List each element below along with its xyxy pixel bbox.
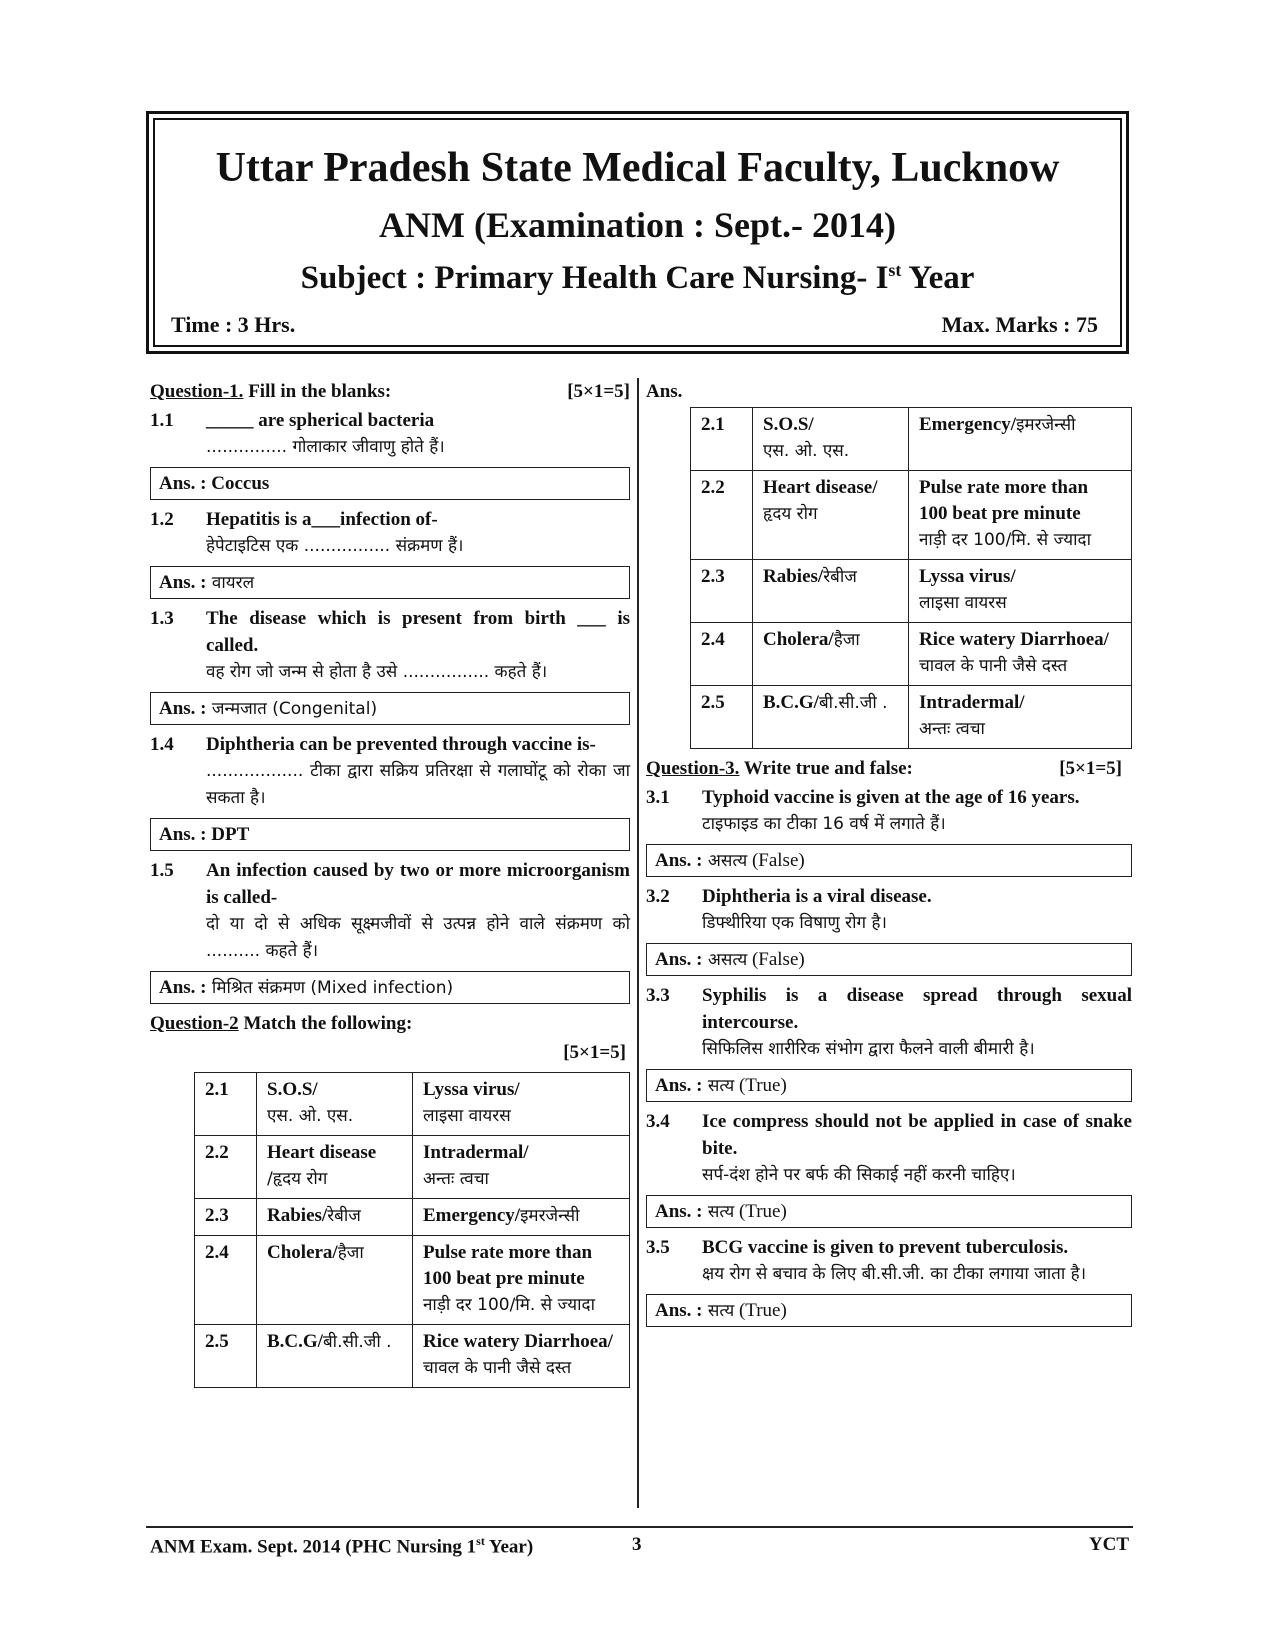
answer-text-en: (True) — [734, 1201, 787, 1222]
answer-label: Ans. : — [655, 850, 703, 871]
table-row — [195, 1136, 630, 1199]
footer-exam-title: ANM Exam. Sept. 2014 (PHC Nursing 1st Year) — [150, 1534, 534, 1558]
table-cell-left: S.O.S/ एस. ओ. एस. — [257, 1073, 413, 1136]
question-1-instruction: Fill in the blanks: — [243, 381, 392, 402]
publisher-label: YCT — [1088, 1534, 1129, 1555]
answer-label: Ans. : — [159, 572, 207, 593]
question-item — [150, 857, 630, 965]
item-number: 1.2 — [150, 509, 174, 530]
table-cell-number: 2.4 — [691, 623, 753, 686]
question-2-instruction: Match the following: — [238, 1013, 413, 1034]
question-2-marks: [5×1=5] — [563, 1042, 626, 1063]
item-text-hi: दो या दो से अधिक सूक्ष्मजीवों से उत्पन्न होने वाले संक्रमण को .......... कहते हैं। — [206, 914, 630, 961]
answer-text: Coccus — [206, 473, 270, 494]
answer-text-en: (True) — [734, 1300, 787, 1321]
item-text-hi: सर्प-दंश होने पर बर्फ की सिकाई नहीं करनी चाहिए। — [702, 1165, 1016, 1185]
header-inner-box — [153, 118, 1122, 347]
table-cell-right: Intradermal/ अन्तः त्वचा — [413, 1136, 630, 1199]
table-cell-right: Pulse rate more than 100 beat pre minute नाड़ी दर 100/मि. से ज्यादा — [909, 471, 1132, 560]
subject-sup: st — [888, 260, 902, 280]
item-number: 3.3 — [646, 985, 670, 1006]
answer-box — [150, 818, 630, 851]
question-item — [150, 407, 630, 461]
answer-text: जन्मजात (Congenital) — [206, 699, 378, 719]
answer-box — [646, 844, 1132, 877]
table-cell-right: Emergency/इमरजेन्सी — [413, 1199, 630, 1236]
item-text-en: BCG vaccine is given to prevent tuberculosis. — [702, 1237, 1069, 1258]
item-text-en: Diphtheria is a viral disease. — [702, 886, 932, 907]
item-number: 1.4 — [150, 734, 174, 755]
answer-label: Ans. : — [655, 1201, 703, 1222]
table-cell-left: Rabies/रेबीज — [753, 560, 909, 623]
question-3-marks: [5×1=5] — [1059, 758, 1122, 779]
item-text-hi: वह रोग जो जन्म से होता है उसे ................ कहते हैं। — [206, 662, 548, 682]
item-text-en: Diphtheria can be prevented through vaccine is- — [206, 734, 596, 755]
table-row — [691, 560, 1132, 623]
answer-text-en: (False) — [747, 850, 805, 871]
table-cell-left: S.O.S/ एस. ओ. एस. — [753, 408, 909, 471]
item-number: 3.4 — [646, 1111, 670, 1132]
item-text-en: Hepatitis is a___infection of- — [206, 509, 438, 530]
answer-text-hi: सत्य — [702, 1202, 735, 1222]
table-cell-number: 2.4 — [195, 1236, 257, 1325]
max-marks-label: Max. Marks : 75 — [941, 312, 1098, 337]
item-number: 3.2 — [646, 886, 670, 907]
answer-text-hi: असत्य — [702, 950, 748, 970]
answer-box — [646, 1069, 1132, 1102]
header-box — [146, 111, 1129, 354]
answer-text-hi: सत्य — [702, 1076, 735, 1096]
answer-box — [646, 1294, 1132, 1327]
answer-label: Ans. : — [159, 824, 207, 845]
question-item — [646, 883, 1132, 937]
table-cell-left: Heart disease /हृदय रोग — [257, 1136, 413, 1199]
item-text-hi: ............... गोलाकार जीवाणु होते हैं। — [206, 437, 445, 457]
answer-text: वायरल — [206, 573, 255, 593]
answer-box — [150, 566, 630, 599]
exam-title: ANM (Examination : Sept.- 2014) — [379, 205, 896, 245]
table-cell-left: Cholera/हैजा — [753, 623, 909, 686]
item-number: 1.3 — [150, 608, 174, 629]
answer-box — [150, 971, 630, 1004]
table-cell-right: Lyssa virus/ लाइसा वायरस — [413, 1073, 630, 1136]
question-1-marks: [5×1=5] — [567, 381, 630, 402]
table-cell-right: Emergency/इमरजेन्सी — [909, 408, 1132, 471]
item-text-hi: टाइफाइड का टीका 16 वर्ष में लगाते हैं। — [702, 814, 946, 834]
table-row — [691, 408, 1132, 471]
table-row — [195, 1073, 630, 1136]
table-row — [195, 1236, 630, 1325]
item-text-hi: सिफिलिस शारीरिक संभोग द्वारा फैलने वाली बीमारी है। — [702, 1039, 1035, 1059]
question-3-instruction: Write true and false: — [739, 758, 913, 779]
item-text-en: An infection caused by two or more microorganism is called- — [206, 860, 630, 908]
item-text-en: _____ are spherical bacteria — [206, 410, 435, 431]
answer-label: Ans. : — [655, 1075, 703, 1096]
table-cell-number: 2.2 — [691, 471, 753, 560]
subject-prefix: Subject : Primary Health Care Nursing- I — [300, 260, 889, 296]
answer-label: Ans. : — [655, 1300, 703, 1321]
answer-text-hi: असत्य — [702, 851, 748, 871]
table-row — [691, 686, 1132, 749]
institution-title: Uttar Pradesh State Medical Faculty, Lucknow — [215, 145, 1060, 191]
item-text-en: Syphilis is a disease spread through sexual intercourse. — [702, 985, 1132, 1033]
table-row — [195, 1325, 630, 1388]
match-answer-table — [690, 407, 1132, 749]
table-cell-right: Pulse rate more than 100 beat pre minute नाड़ी दर 100/मि. से ज्यादा — [413, 1236, 630, 1325]
answer-label: Ans. : — [159, 977, 207, 998]
table-cell-right: Rice watery Diarrhoea/ चावल के पानी जैसे दस्त — [413, 1325, 630, 1388]
item-number: 1.1 — [150, 410, 174, 431]
item-text-en: Ice compress should not be applied in case of snake bite. — [702, 1111, 1132, 1159]
item-text-hi: .................. टीका द्वारा सक्रिय प्रतिरक्षा से गलाघोंटू को रोका जा सकता है। — [206, 761, 630, 808]
table-cell-number: 2.3 — [195, 1199, 257, 1236]
table-row — [691, 471, 1132, 560]
table-cell-number: 2.1 — [691, 408, 753, 471]
table-cell-number: 2.2 — [195, 1136, 257, 1199]
table-cell-right: Rice watery Diarrhoea/ चावल के पानी जैसे दस्त — [909, 623, 1132, 686]
item-number: 1.5 — [150, 860, 174, 881]
subject-suffix: Year — [901, 260, 975, 296]
table-cell-left: Cholera/हैजा — [257, 1236, 413, 1325]
question-1-label: Question-1. — [150, 381, 244, 402]
right-column — [646, 378, 1132, 1333]
table-cell-right: Intradermal/ अन्तः त्वचा — [909, 686, 1132, 749]
footer-rule — [146, 1526, 1133, 1528]
question-2-answer-label: Ans. — [646, 381, 683, 402]
answer-box — [150, 692, 630, 725]
item-text-hi: क्षय रोग से बचाव के लिए बी.सी.जी. का टीका लगाया जाता है। — [702, 1264, 1087, 1284]
table-cell-left: B.C.G/बी.सी.जी . — [257, 1325, 413, 1388]
question-item — [646, 982, 1132, 1063]
match-table — [194, 1072, 630, 1388]
item-text-en: Typhoid vaccine is given at the age of 16 years. — [702, 787, 1080, 808]
answer-box — [150, 467, 630, 500]
left-column — [150, 378, 630, 1388]
table-cell-number: 2.3 — [691, 560, 753, 623]
question-1-heading — [150, 378, 630, 405]
answer-text-hi: सत्य — [702, 1301, 735, 1321]
item-number: 3.5 — [646, 1237, 670, 1258]
item-text-en: The disease which is present from birth ___ is called. — [206, 608, 630, 656]
question-2-heading — [150, 1010, 630, 1037]
table-cell-left: Rabies/रेबीज — [257, 1199, 413, 1236]
question-3-label: Question-3. — [646, 758, 740, 779]
column-divider — [637, 378, 639, 1508]
question-item — [646, 1108, 1132, 1189]
question-item — [150, 731, 630, 812]
table-cell-left: B.C.G/बी.सी.जी . — [753, 686, 909, 749]
question-3-heading — [646, 755, 1132, 782]
subject-title — [155, 260, 1120, 297]
table-row — [195, 1199, 630, 1236]
question-2-label: Question-2 — [150, 1013, 239, 1034]
time-label: Time : 3 Hrs. — [171, 312, 296, 337]
page-number: 3 — [632, 1534, 642, 1555]
table-row — [691, 623, 1132, 686]
question-item — [646, 784, 1132, 838]
answer-label: Ans. : — [159, 698, 207, 719]
answer-label: Ans. : — [655, 949, 703, 970]
question-2-answer-heading — [646, 378, 1132, 405]
table-cell-number: 2.5 — [691, 686, 753, 749]
answer-text: DPT — [206, 824, 250, 845]
answer-text-en: (False) — [747, 949, 805, 970]
answer-text-en: (True) — [734, 1075, 787, 1096]
answer-label: Ans. : — [159, 473, 207, 494]
table-cell-number: 2.5 — [195, 1325, 257, 1388]
table-cell-right: Lyssa virus/ लाइसा वायरस — [909, 560, 1132, 623]
item-number: 3.1 — [646, 787, 670, 808]
answer-box — [646, 1195, 1132, 1228]
answer-box — [646, 943, 1132, 976]
question-item — [646, 1234, 1132, 1288]
item-text-hi: हेपेटाइटिस एक ................ संक्रमण हैं। — [206, 536, 464, 556]
question-item — [150, 506, 630, 560]
item-text-hi: डिफ्थीरिया एक विषाणु रोग है। — [702, 913, 887, 933]
table-cell-left: Heart disease/ हृदय रोग — [753, 471, 909, 560]
answer-text: मिश्रित संक्रमण (Mixed infection) — [206, 978, 454, 998]
table-cell-number: 2.1 — [195, 1073, 257, 1136]
question-item — [150, 605, 630, 686]
